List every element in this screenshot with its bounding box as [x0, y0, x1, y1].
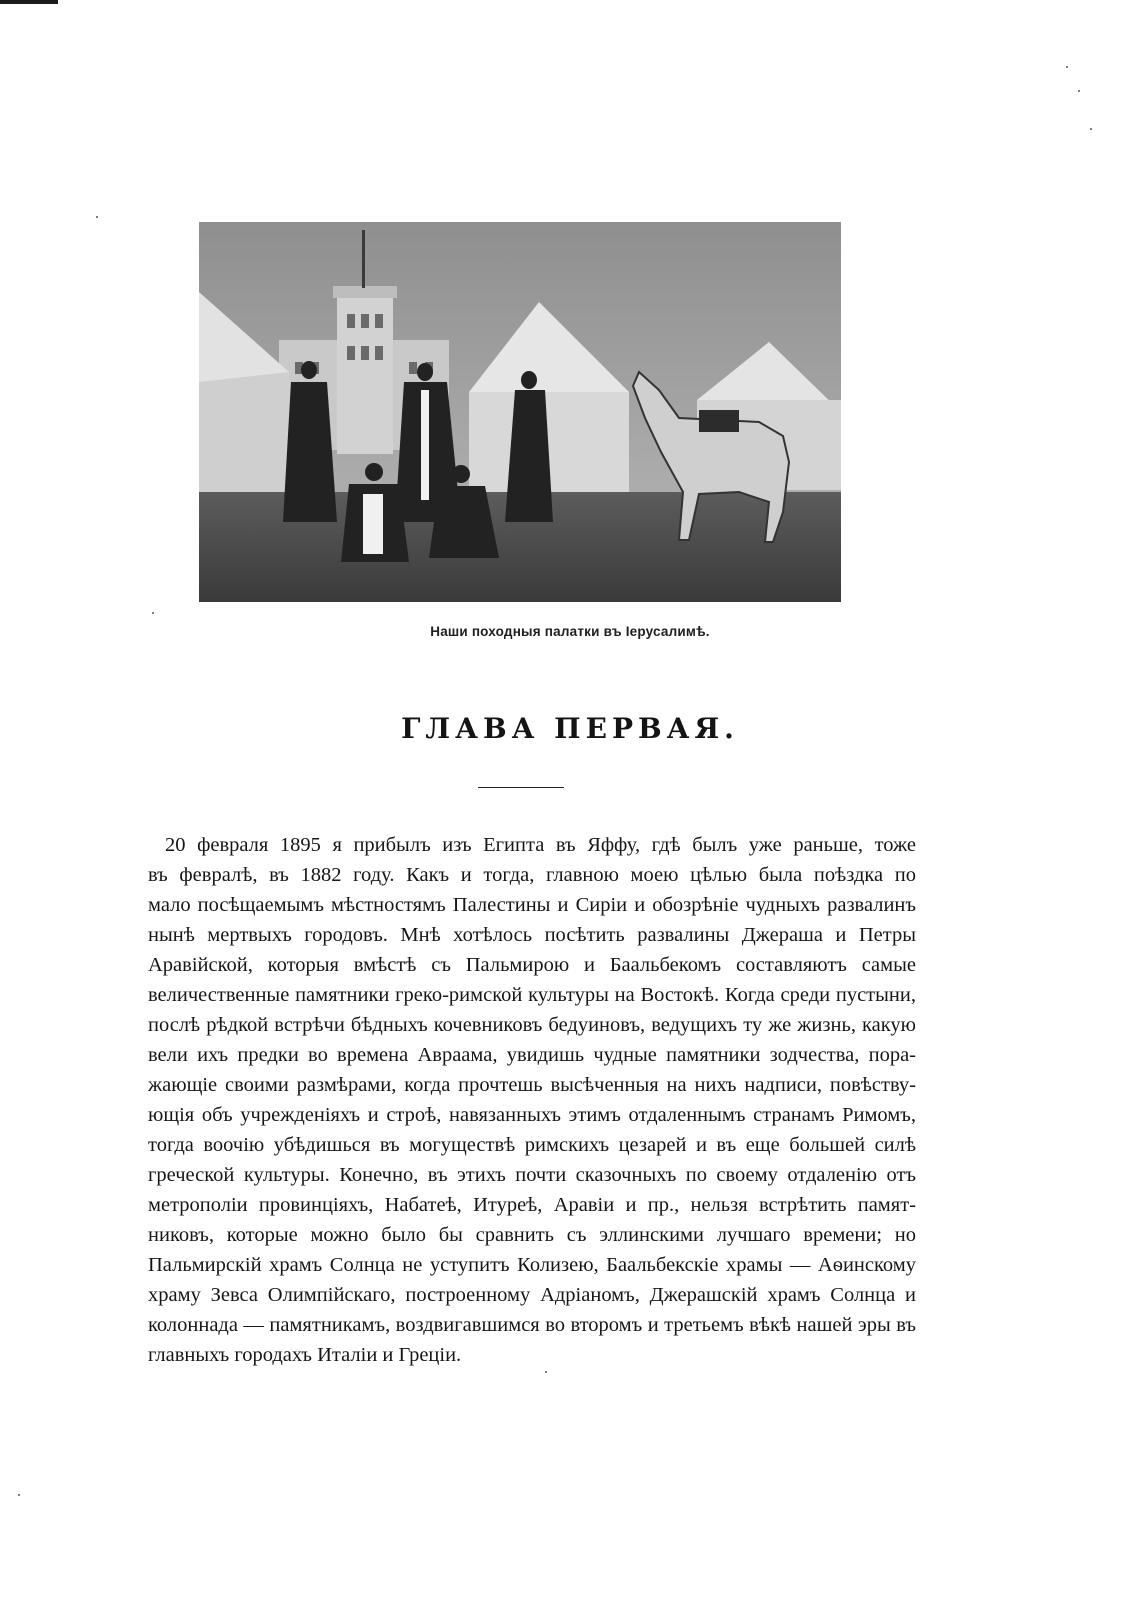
- chapter-paragraph: [148, 830, 916, 1370]
- text-line: храму Зевса Олимпійскаго, построенному Адріаномъ, Джерашскій храмъ Солнца и: [148, 1284, 916, 1306]
- text-line: мало посѣщаемымъ мѣстностямъ Палестины и Сиріи и обозрѣніе чудныхъ развалинъ: [148, 894, 916, 916]
- text-line: Пальмирскій храмъ Солнца не уступитъ Колизею, Баальбекскіе храмы — Аѳинскому: [148, 1254, 916, 1276]
- camp-photograph: [199, 222, 841, 602]
- figure-caption: Наши походныя палатки въ Іерусалимѣ.: [430, 624, 710, 639]
- scan-speck: [545, 1371, 547, 1373]
- text-line: тогда воочію убѣдишься въ могуществѣ римскихъ цезарей и въ еще большей силѣ: [148, 1134, 916, 1156]
- text-line: главныхъ городахъ Италіи и Греціи.: [148, 1344, 462, 1366]
- title-divider: [478, 787, 564, 788]
- text-line: величественные памятники греко-римской культуры на Востокѣ. Когда среди пустыни,: [148, 984, 916, 1006]
- scan-speck: [1078, 90, 1080, 92]
- photograph-camp-tents-icon: [199, 222, 841, 602]
- scan-speck: [18, 1494, 20, 1496]
- scan-speck: [1090, 128, 1092, 130]
- text-line: Аравійской, которыя вмѣстѣ съ Пальмирою и Баальбекомъ составляютъ самые: [148, 954, 916, 976]
- text-line: 20 февраля 1895 я прибылъ изъ Египта въ Яффу, гдѣ былъ уже раньше, тоже: [165, 834, 916, 856]
- scan-speck: [1066, 66, 1068, 68]
- text-line: никовъ, которые можно было бы сравнить съ эллинскими лучшаго времени; но: [148, 1224, 916, 1246]
- scan-speck: [152, 612, 154, 614]
- text-line: нынѣ мертвыхъ городовъ. Мнѣ хотѣлось посѣтить развалины Джераша и Петры: [148, 924, 916, 946]
- text-line: жающіе своими размѣрами, когда прочтешь высѣченныя на нихъ надписи, повѣству-: [148, 1074, 916, 1096]
- text-line: метрополіи провинціяхъ, Набатеѣ, Итуреѣ, Аравіи и пр., нельзя встрѣтить памят-: [148, 1194, 916, 1216]
- text-line: ющія объ учрежденіяхъ и строѣ, навязанныхъ этимъ отдаленнымъ странамъ Римомъ,: [148, 1104, 916, 1126]
- text-line: въ февралѣ, въ 1882 году. Какъ и тогда, главною моею цѣлью была поѣздка по: [148, 864, 916, 886]
- scan-edge-mark: [0, 0, 58, 4]
- text-line: греческой культуры. Конечно, въ этихъ почти сказочныхъ по своему отдаленію отъ: [148, 1164, 916, 1186]
- chapter-title: ГЛАВА ПЕРВАЯ.: [401, 712, 739, 745]
- scan-speck: [96, 216, 98, 218]
- text-line: вели ихъ предки во времена Авраама, увидишь чудные памятники зодчества, пора-: [148, 1044, 916, 1066]
- text-line: колоннада — памятникамъ, воздвигавшимся во второмъ и третьемъ вѣкѣ нашей эры въ: [148, 1314, 916, 1336]
- text-line: послѣ рѣдкой встрѣчи бѣдныхъ кочевниковъ бедуиновъ, ведущихъ ту же жизнь, какую: [148, 1014, 916, 1036]
